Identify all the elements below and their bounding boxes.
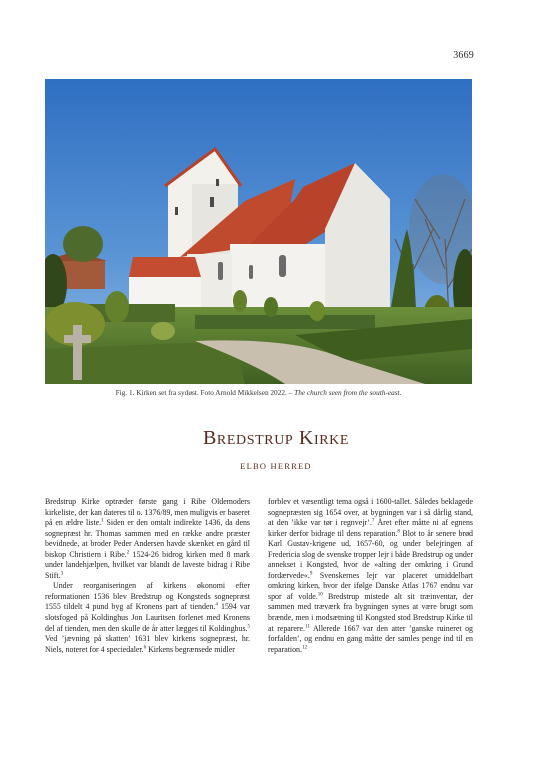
footnote-ref: 4 [215,602,218,608]
text-run: Kirkens begrænsede midler [146,644,235,654]
footnote-ref: 7 [371,518,375,524]
text-run: Allerede 1667 var den atter ’ganske ruineret og forfalden’, og endnu en gang måtte der samles penge ind til en reparation. [268,623,473,654]
text-run: Siden er den omtalt indirekte 1436, da dens sognepræst hr. Thomas sammen med en række andre præster bevidnede, at broder Peder Andersen havde skænket en gård til biskop Christiern i Ribe. [45,518,251,559]
page-subtitle: ELBO HERRED [240,461,312,471]
footnote-ref: 10 [317,592,323,598]
figure-caption [45,388,472,398]
footnote-ref: 1 [101,518,104,524]
text-run: Bredstrup mistede alt sit træinventar, der sammen med træværk fra bygningen synes at være brugt som brænde, men i modsætning til Kongsted stod Bredstrup Kirke til at reparere. [268,591,473,633]
text-run: Bredstrup Kirke optræder første gang i Ribe Oldemoders kirkeliste, der kan dateres til o. 1376/89, men muligvis er baseret på en ældre liste. [45,497,250,528]
paragraph [45,581,250,655]
footnote-ref: 2 [126,550,130,556]
paragraph [268,497,473,655]
text-run: 1524-26 bidrog kirken med 8 mark under landehjælpen, hvilket var blandt de laveste bidrag i Ribe Stift. [45,549,251,580]
text-run: Svenskernes lejr var placeret umiddelbart omkring kirken, hvor der ifølge Danske Atlas 1767 endnu var spor af volde. [268,570,473,601]
footnote-ref: 12 [301,645,307,651]
text-run: forblev et væsentligt tema også i 1600-tallet. Således beklagede sognepræsten sig 1654 over, at bygningen var i så dårlig stand, at den ’ikke var tør i regnvejr’. [268,497,473,528]
text-run: Ved ’jævning på skatten’ 1631 blev kirkens sognepræst, hr. Niels, noteret for 4 speciedaler. [45,634,250,654]
footnote-ref: 6 [143,645,147,651]
footnote-ref: 9 [309,571,313,577]
footnote-ref: 3 [60,571,64,577]
paragraph [45,497,250,581]
caption-english: The church seen from the south-east. [294,388,402,397]
text-run: Blot to år senere brød Karl Gustav-krigene ud, 1657-60, og under belejringen af Fredericia slog de svenske tropper lejr i både Bredstrup og under annekset i Kongsted, hvor de »alting der omkring i Grund fordærvede«. [268,528,474,580]
footnote-ref: 8 [397,529,400,535]
text-column-right [268,497,473,655]
text-run: Under reorganiseringen af kirkens økonomi efter reformationen 1536 blev Bredstrup og Kongsteds sognepræst 1555 tildelt 4 pund byg af Kronens part af tienden. [45,581,250,612]
caption-danish: Fig. 1. Kirken set fra sydøst. Foto Arnold Mikkelsen 2022. – [115,388,293,397]
footnote-ref: 5 [247,623,250,629]
text-column-left [45,497,250,655]
page-number: 3669 [453,50,474,61]
text-run: Året efter måtte ni af egnens kirker derfor bidrage til dens reparation. [268,518,473,538]
footnote-ref: 11 [305,623,310,629]
page-title: Bredstrup Kirke [202,427,350,449]
text-run: 1594 var slotsfoged på Koldinghus Jon Lauritsen forlenet med Kronens del af tienden, men den skulle de år atter lægges til Koldinghus. [45,602,250,633]
church-photo [45,79,472,384]
